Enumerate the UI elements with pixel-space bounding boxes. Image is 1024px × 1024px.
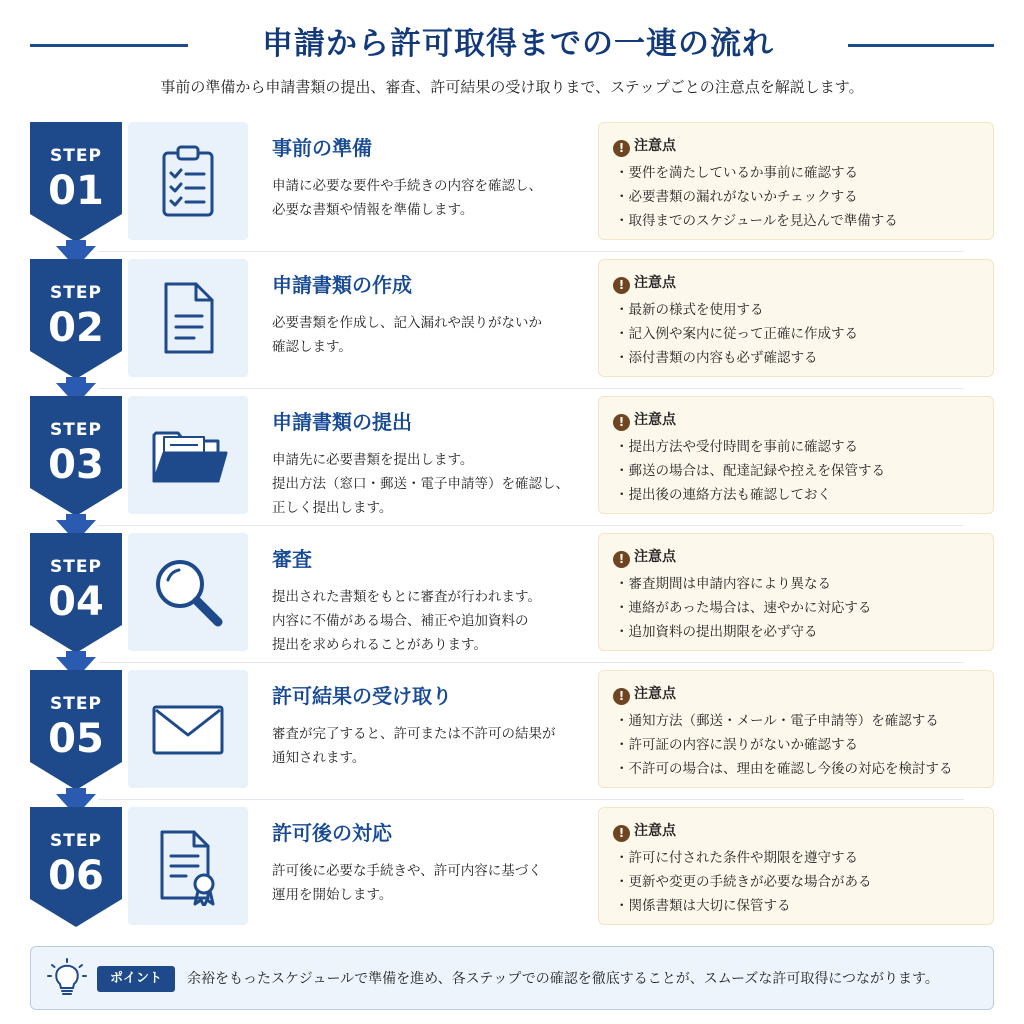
page-title: 申請から許可取得までの一連の流れ (262, 26, 774, 62)
step-label: STEP (50, 694, 102, 714)
step-number: 01 (48, 168, 104, 214)
note-list (615, 709, 953, 781)
note-box (598, 259, 994, 377)
note-heading (613, 135, 676, 157)
step-number: 03 (48, 442, 104, 488)
step-row (30, 670, 994, 790)
note-item: ・提出方法や受付時間を事前に確認する (615, 439, 858, 455)
exclamation-icon: ! (613, 825, 630, 842)
step-icon-box (128, 259, 248, 377)
certificate-icon (148, 826, 228, 906)
title-rule-right (848, 44, 994, 47)
lightbulb-icon (47, 957, 87, 1001)
step-description-line: 提出された書類をもとに審査が行われます。 (272, 589, 541, 605)
note-item: ・審査期間は申請内容により異なる (615, 576, 831, 592)
step-title: 申請書類の提出 (272, 410, 412, 434)
step-description-line: 提出方法（窓口・郵送・電子申請等）を確認し、 (272, 476, 569, 492)
step-separator (98, 662, 964, 663)
note-item: ・許可に付された条件や期限を遵守する (615, 850, 858, 866)
note-box (598, 670, 994, 788)
step-title: 事前の準備 (272, 136, 372, 160)
title-rule-left (30, 44, 188, 47)
note-box (598, 807, 994, 925)
magnifier-icon (148, 552, 228, 632)
note-heading-label: 注意点 (634, 138, 676, 154)
title-area (0, 18, 1024, 74)
note-item: ・通知方法（郵送・メール・電子申請等）を確認する (615, 713, 939, 729)
step-icon-box (128, 122, 248, 240)
step-icon-box (128, 670, 248, 788)
step-row (30, 533, 994, 653)
exclamation-icon: ! (613, 414, 630, 431)
step-description-line: 申請に必要な要件や手続きの内容を確認し、 (272, 178, 542, 194)
step-icon-box (128, 396, 248, 514)
envelope-icon (148, 689, 228, 769)
note-list (615, 572, 871, 644)
step-description (272, 174, 602, 222)
exclamation-icon: ! (613, 551, 630, 568)
step-title: 許可後の対応 (272, 821, 392, 845)
point-text: 余裕をもったスケジュールで準備を進め、各ステップでの確認を徹底することが、スムーズな許可取得につながります。 (187, 971, 939, 987)
note-item: ・追加資料の提出期限を必ず守る (615, 624, 818, 640)
step-title: 許可結果の受け取り (272, 684, 452, 708)
step-separator (98, 525, 964, 526)
step-description (272, 859, 602, 907)
note-item: ・提出後の連絡方法も確認しておく (615, 487, 831, 503)
note-heading (613, 409, 676, 431)
exclamation-icon: ! (613, 140, 630, 157)
step-description-line: 確認します。 (272, 339, 352, 355)
step-description-line: 審査が完了すると、許可または不許可の結果が (272, 726, 556, 742)
step-description (272, 448, 602, 520)
step-label: STEP (50, 420, 102, 440)
note-item: ・連絡があった場合は、速やかに対応する (615, 600, 872, 616)
note-list (615, 161, 898, 233)
step-title: 審査 (272, 547, 312, 571)
note-item: ・関係書類は大切に保管する (615, 898, 791, 914)
step-label: STEP (50, 831, 102, 851)
step-row (30, 122, 994, 242)
step-number: 05 (48, 716, 104, 762)
step-number: 04 (48, 579, 104, 625)
note-item: ・郵送の場合は、配達記録や控えを保管する (615, 463, 885, 479)
note-item: ・更新や変更の手続きが必要な場合がある (615, 874, 872, 890)
step-description (272, 722, 602, 770)
step-label: STEP (50, 283, 102, 303)
step-row (30, 259, 994, 379)
note-item: ・添付書類の内容も必ず確認する (615, 350, 818, 366)
step-description-line: 運用を開始します。 (272, 887, 393, 903)
step-separator (98, 251, 964, 252)
exclamation-icon: ! (613, 277, 630, 294)
note-heading-label: 注意点 (634, 549, 676, 565)
step-number: 02 (48, 305, 104, 351)
step-number: 06 (48, 853, 104, 899)
step-row (30, 396, 994, 516)
note-heading-label: 注意点 (634, 412, 676, 428)
step-title: 申請書類の作成 (272, 273, 412, 297)
note-item: ・取得までのスケジュールを見込んで準備する (615, 213, 898, 229)
note-item: ・記入例や案内に従って正確に作成する (615, 326, 858, 342)
note-heading (613, 272, 676, 294)
note-item: ・不許可の場合は、理由を確認し今後の対応を検討する (615, 761, 953, 777)
note-box (598, 396, 994, 514)
step-description-line: 許可後に必要な手続きや、許可内容に基づく (272, 863, 542, 879)
note-box (598, 122, 994, 240)
page-subtitle: 事前の準備から申請書類の提出、審査、許可結果の受け取りまで、ステップごとの注意点を解説します。 (160, 78, 864, 96)
step-description-line: 正しく提出します。 (272, 500, 393, 516)
note-heading (613, 683, 676, 705)
document-icon (148, 278, 228, 358)
note-item: ・許可証の内容に誤りがないか確認する (615, 737, 858, 753)
step-label: STEP (50, 557, 102, 577)
note-item: ・要件を満たしているか事前に確認する (615, 165, 858, 181)
note-heading (613, 820, 676, 842)
clipboard-checklist-icon (148, 141, 228, 221)
step-description-line: 内容に不備がある場合、補正や追加資料の (272, 613, 529, 629)
step-description-line: 申請先に必要書類を提出します。 (272, 452, 474, 468)
note-item: ・必要書類の漏れがないかチェックする (615, 189, 858, 205)
note-heading-label: 注意点 (634, 686, 676, 702)
note-item: ・最新の様式を使用する (615, 302, 764, 318)
note-list (615, 298, 858, 370)
step-description-line: 提出を求められることがあります。 (272, 637, 487, 653)
step-icon-box (128, 807, 248, 925)
step-separator (98, 388, 964, 389)
step-description-line: 必要な書類や情報を準備します。 (272, 202, 474, 218)
point-box (30, 946, 994, 1010)
exclamation-icon: ! (613, 688, 630, 705)
step-description (272, 585, 602, 657)
note-heading-label: 注意点 (634, 275, 676, 291)
step-description-line: 必要書類を作成し、記入漏れや誤りがないか (272, 315, 542, 331)
folder-icon (148, 415, 228, 495)
note-list (615, 846, 872, 918)
step-description-line: 通知されます。 (272, 750, 366, 766)
step-description (272, 311, 602, 359)
note-heading-label: 注意点 (634, 823, 676, 839)
step-label: STEP (50, 146, 102, 166)
step-icon-box (128, 533, 248, 651)
note-box (598, 533, 994, 651)
point-badge: ポイント (97, 966, 175, 992)
step-row (30, 807, 994, 927)
note-list (615, 435, 885, 507)
note-heading (613, 546, 676, 568)
step-separator (98, 799, 964, 800)
